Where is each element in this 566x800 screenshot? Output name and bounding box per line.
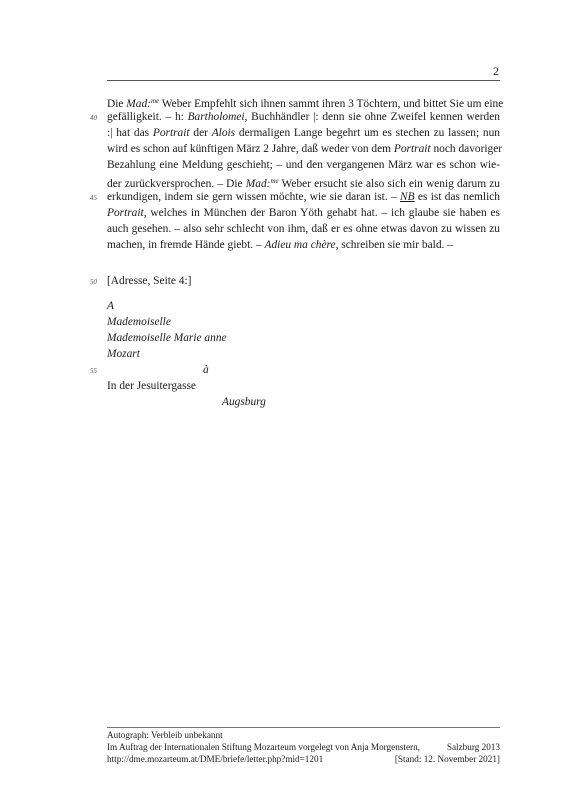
address-line-city: Augsburg (222, 396, 266, 408)
address-line-a: A (107, 300, 114, 312)
page-number: 2 (493, 64, 499, 78)
footer-autograph: Autograph: Verbleib unbekannt (107, 730, 223, 740)
line-number-45: 45 (90, 194, 97, 202)
footer-rule (107, 727, 500, 728)
address-line-mademoiselle: Mademoiselle (107, 316, 171, 328)
letter-line-47: auch gesehen. – also sehr schlecht von ihm, daß er es ohne etwas davon zu wissen zu (107, 223, 500, 235)
letter-line-41: :| hat das Portrait der Alois dermaligen Lange begehrt um es stechen zu lassen; nun (107, 127, 500, 139)
letter-line-39: Die Mad:$^{me}$ Weber Empfehlt sich ihnen sammt ihren 3 Töchtern, und bittet Sie um eine (107, 97, 504, 110)
line-number-55: 55 (90, 367, 97, 375)
letter-line-48: machen, in fremde Hände giebt. – Adieu ma chère, schreiben sie mir bald. – (107, 239, 453, 251)
address-heading: [Adresse, Seite 4:] (107, 275, 192, 287)
footer-commission: Im Auftrag der Internationalen Stiftung Mozarteum vorgelegt von Anja Morgenstern, Salzburg 2013 (107, 742, 500, 752)
letter-line-43: Bezahlung eine Meldung geschieht; – und den vergangenen März war es schon wie- (107, 159, 500, 171)
line-number-40: 40 (90, 114, 97, 122)
letter-line-40: gefälligkeit. – h: Bartholomei, Buchhändler |: denn sie ohne Zweifel kennen werden (107, 111, 500, 123)
letter-line-44: der zurückversprochen. – Die Mad:$^{me}$ Weber ersucht sie also sich ein wenig darum zu (107, 177, 500, 190)
address-line-a-grave: à (203, 364, 209, 376)
line-number-50: 50 (90, 278, 97, 286)
address-line-name: Mademoiselle Marie anne (107, 332, 227, 344)
letter-line-46: Portrait, welches in München der Baron Yöth gehabt hat. – ich glaube sie haben es (107, 207, 500, 219)
letter-line-45: erkundigen, indem sie gern wissen möchte, wie sie daran ist. – NB es ist das nemlich (107, 191, 500, 203)
address-line-street: In der Jesuitergasse (107, 380, 196, 392)
header-rule (107, 80, 500, 81)
footer-url: http://dme.mozarteum.at/DME/briefe/letter.php?mid=1201 [Stand: 12. November 2021] (107, 754, 500, 764)
address-line-mozart: Mozart (107, 348, 140, 360)
letter-line-42: wird es schon auf künftigen März 2 Jahre, daß weder von dem Portrait noch davoriger (107, 143, 503, 155)
